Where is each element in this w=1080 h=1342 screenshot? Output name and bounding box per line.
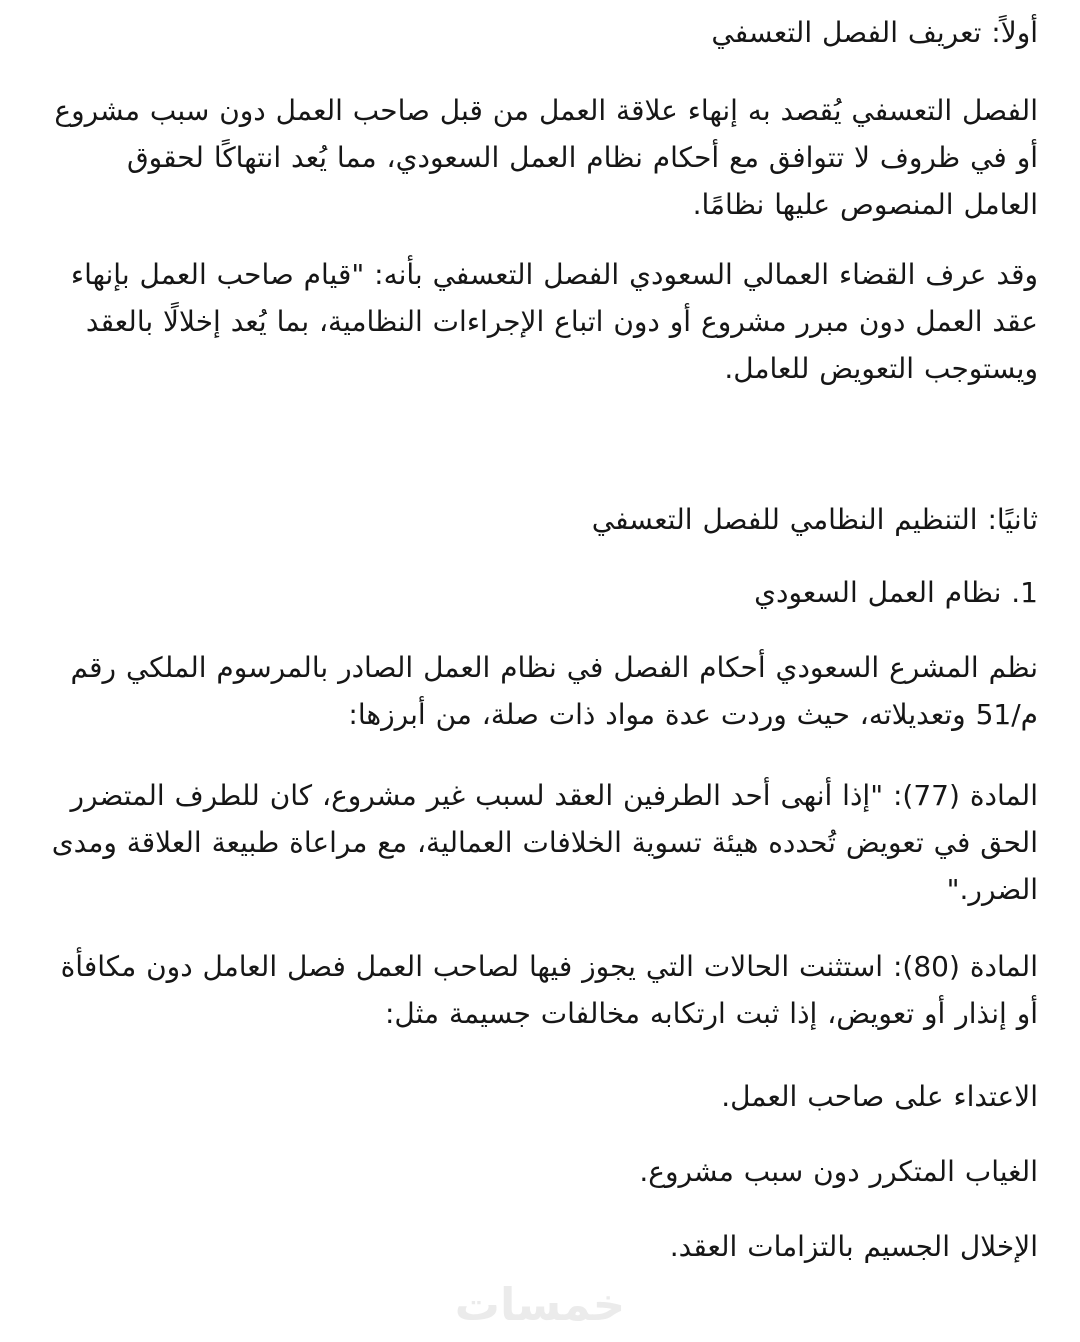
- khamsat-watermark: خمسات: [454, 1278, 626, 1331]
- section-2-heading: ثانيًا: التنظيم النظامي للفصل التعسفي: [591, 503, 1038, 536]
- definition-paragraph: الفصل التعسفي يُقصد به إنهاء علاقة العمل من قبل صاحب العمل دون سبب مشروع أو في ظروف لا تتوافق مع أحكام نظام العمل السعودي، مما يُعد انتهاكًا لحقوق العامل المنصوص عليها نظامًا.: [54, 94, 1038, 221]
- article-80-text: المادة (80): استثنت الحالات التي يجوز فيها لصاحب العمل فصل العامل دون مكافأة أو إنذار أو تعويض، إذا ثبت ارتكابه مخالفات جسيمة مثل:: [60, 950, 1038, 1030]
- royal-decree-intro-paragraph: نظم المشرع السعودي أحكام الفصل في نظام العمل الصادر بالمرسوم الملكي رقم م/51 وتعديلاته، حيث وردت عدة مواد ذات صلة، من أبرزها:: [70, 651, 1038, 731]
- violation-item-absence: الغياب المتكرر دون سبب مشروع.: [639, 1155, 1038, 1188]
- saudi-labor-law-subheading: 1. نظام العمل السعودي: [754, 576, 1038, 609]
- section-1-heading: أولاً: تعريف الفصل التعسفي: [711, 16, 1038, 49]
- violation-item-breach: الإخلال الجسيم بالتزامات العقد.: [669, 1230, 1038, 1263]
- judiciary-definition-paragraph: وقد عرف القضاء العمالي السعودي الفصل التعسفي بأنه: "قيام صاحب العمل بإنهاء عقد العمل دون مبرر مشروع أو دون اتباع الإجراءات النظامية، بما يُعد إخلالًا بالعقد ويستوجب التعويض للعامل.: [70, 258, 1038, 385]
- article-77-text: المادة (77): "إذا أنهى أحد الطرفين العقد لسبب غير مشروع، كان للطرف المتضرر الحق في تعويض تُحدده هيئة تسوية الخلافات العمالية، مع مراعاة طبيعة العلاقة ومدى الضرر.": [51, 779, 1038, 906]
- violation-item-assault: الاعتداء على صاحب العمل.: [721, 1080, 1038, 1113]
